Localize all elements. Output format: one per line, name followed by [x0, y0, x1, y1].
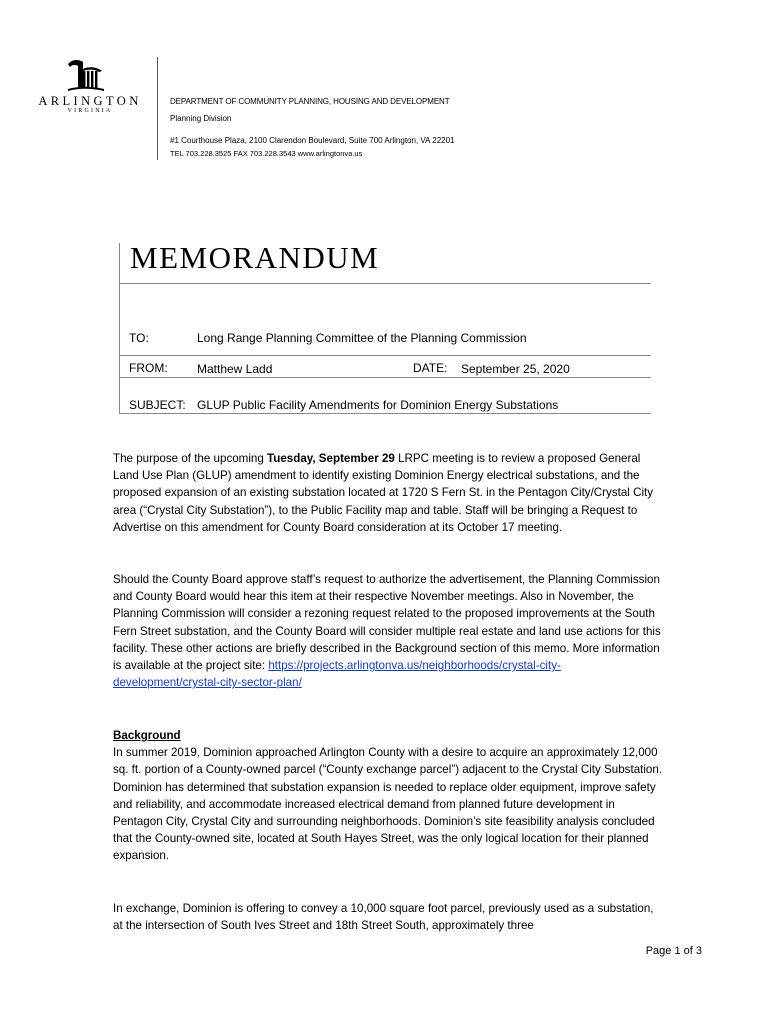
memo-rule-3 [119, 377, 651, 378]
paragraph-background [113, 727, 663, 865]
subject-value: GLUP Public Facility Amendments for Dominion Energy Substations [197, 398, 559, 412]
page-number: Page 1 of 3 [645, 945, 702, 957]
contact-line: TEL 703.228.3525 FAX 703.228.3543 www.arlingtonva.us [170, 149, 363, 158]
division-name: Planning Division [170, 114, 232, 123]
from-value: Matthew Ladd [197, 362, 273, 376]
background-heading: Background [113, 729, 181, 742]
logo-subtext: VIRGINIA [67, 108, 113, 114]
memo-divider-vertical [119, 243, 120, 413]
date-value: September 25, 2020 [461, 362, 570, 376]
exchange-text: In exchange, Dominion is offering to convey a 10,000 square foot parcel, previously used as a substation, at the intersection of South Ives Street and 18th Street South, approximately three [113, 902, 654, 933]
p1-text-b: LRPC meeting is to review a proposed General Land Use Plan (GLUP) amendment to identify existing Dominion Energy electrical substations, and the proposed expansion of an existing substation located at 1720 S Fern St. in the Pentagon City/Crystal City area (“Crystal City Substation”), to the Public Facility map and table. Staff will be bringing a Request to Advertise on this amendment for County Board consideration at its October 17 meeting. [113, 452, 654, 534]
logo-wordmark: ARLINGTON [38, 94, 142, 108]
memo-rule-1 [119, 283, 651, 284]
letterhead-divider [157, 57, 158, 160]
office-address: #1 Courthouse Plaza, 2100 Clarendon Boulevard, Suite 700 Arlington, VA 22201 [170, 136, 455, 145]
p2-text: Should the County Board approve staff’s request to authorize the advertisement, the Planning Commission and County Board would hear this item at their respective November meetings. Also in November, the Planning Commission will consider a rezoning request related to the proposed improvements at the South Fern Street substation, and the County Board will consider multiple real estate and land use actions for this facility. These other actions are briefly described in the Background section of this memo. More information is available at the project site: [113, 573, 661, 673]
project-site-link[interactable]: https://projects.arlingtonva.us/neighborhoods/crystal-city-development/crystal-city-sector-plan/ [113, 659, 561, 690]
meeting-date-bold: Tuesday, September 29 [267, 452, 395, 465]
department-name: DEPARTMENT OF COMMUNITY PLANNING, HOUSING AND DEVELOPMENT [170, 97, 450, 106]
date-label: DATE: [413, 361, 448, 375]
subject-label: SUBJECT: [129, 398, 186, 412]
to-value: Long Range Planning Committee of the Planning Commission [197, 331, 527, 345]
arlington-logo-icon [62, 58, 106, 96]
to-label: TO: [129, 331, 149, 345]
paragraph-purpose [113, 450, 663, 536]
memo-rule-4 [119, 413, 651, 414]
background-text: In summer 2019, Dominion approached Arlington County with a desire to acquire an approximately 12,000 sq. ft. portion of a County-owned parcel (“County exchange parcel”) adjacent to the Crystal City Substation. Dominion has determined that substation expansion is needed to replace older equipment, improve safety and reliability, and accommodate increased electrical demand from planned future development in Pentagon City, Crystal City and surrounding neighborhoods. Dominion’s site feasibility analysis concluded that the County-owned site, located at South Hayes Street, was the only logical location for their planned expansion. [113, 746, 663, 863]
paragraph-process [113, 571, 663, 691]
memo-rule-2 [119, 355, 651, 356]
paragraph-exchange [113, 900, 663, 934]
p1-text-a: The purpose of the upcoming [113, 452, 268, 465]
memo-title: MEMORANDUM [130, 240, 380, 275]
from-label: FROM: [129, 361, 168, 375]
